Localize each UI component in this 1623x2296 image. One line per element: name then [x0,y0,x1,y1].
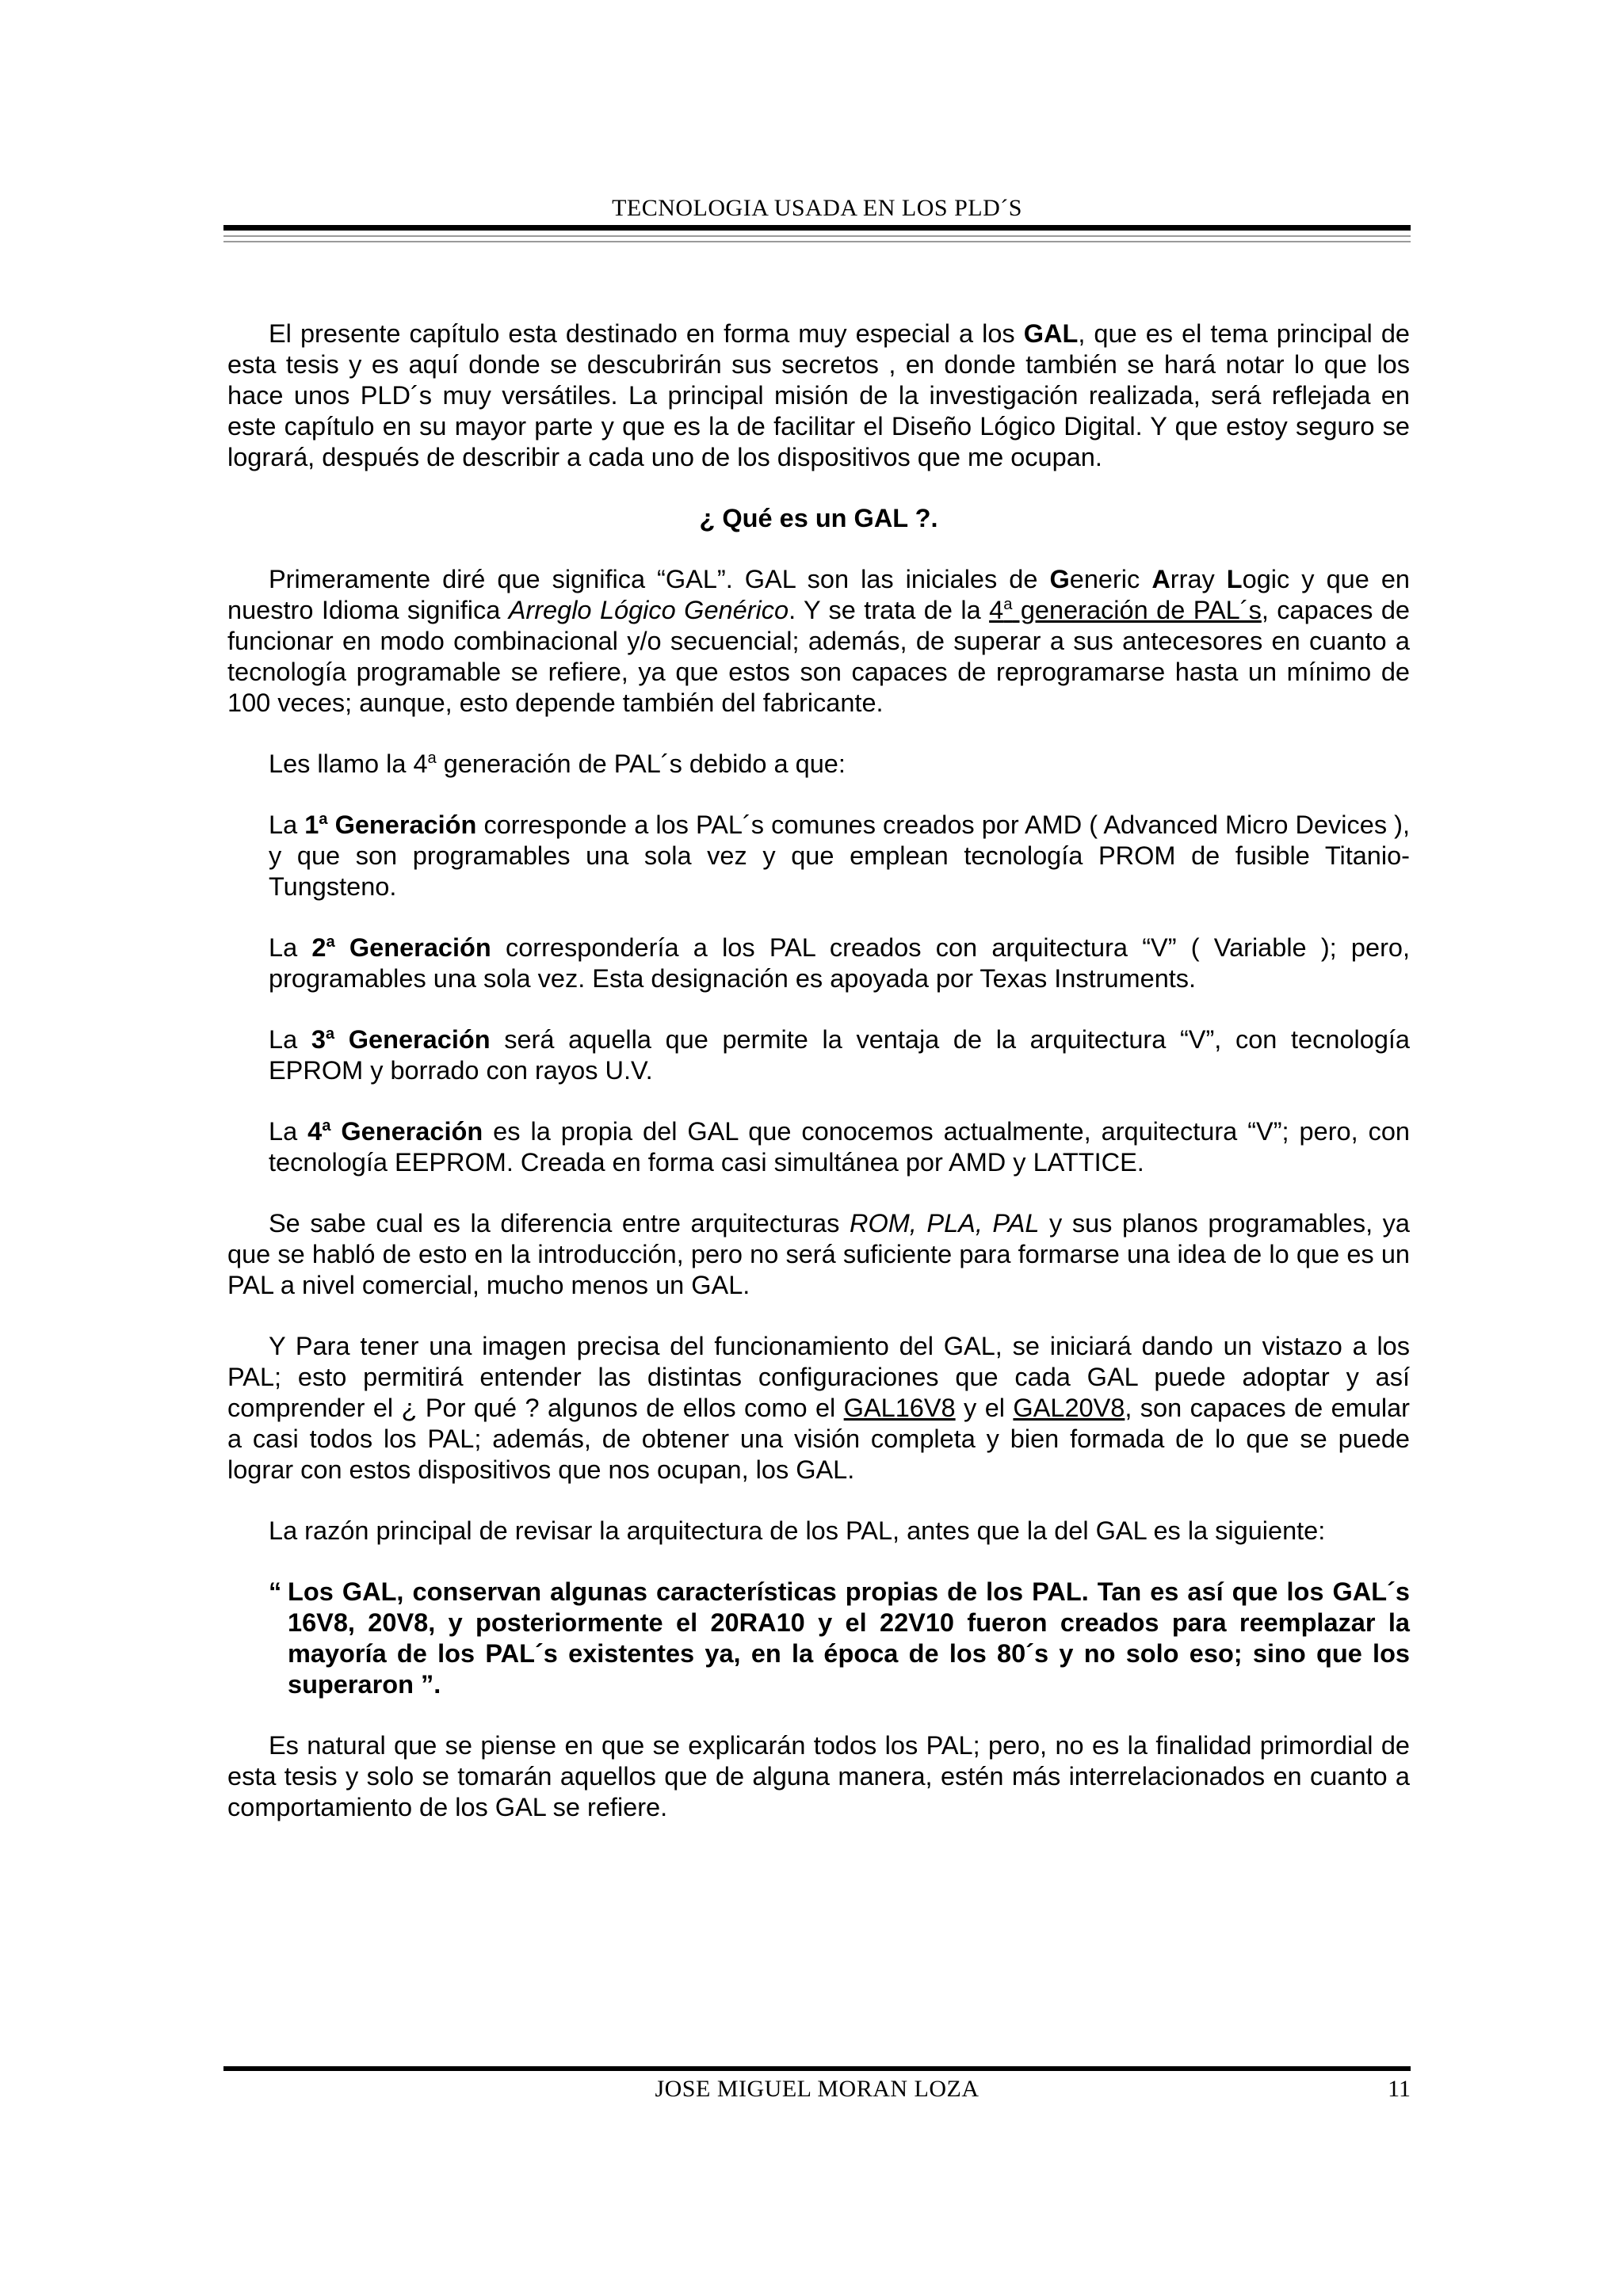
paragraph-overview: Y Para tener una imagen precisa del funcionamiento del GAL, se iniciará dando un vistazo a los PAL; esto permitirá entender las distintas configuraciones que cada GAL puede adoptar y así comprender el ¿ Por qué ? algunos de ellos como el GAL16V8 y el GAL20V8, son capaces de emular a casi todos los PAL; además, de obtener una visión completa y bien formada de lo que se puede lograr con estos dispositivos que nos ocupan, los GAL. [227,1332,1411,1484]
header-rule-thin-2 [223,241,1411,242]
header-rule-thin-1 [223,235,1411,237]
section-heading: ¿ Qué es un GAL ?. [699,504,938,532]
paragraph-generation-1: La 1$^a$ Generación corresponde a los PAL´s comunes creados por AMD ( Advanced Micro Devices ), y que son programables una sola vez y que emplean tecnología PROM de fusible Titanio-Tungsteno. [269,810,1410,901]
underlined-generation: 4$^a$ generación de PAL´s [989,596,1262,624]
paragraph-generation-4: La 4$^a$ Generación es la propia del GAL que conocemos actualmente, arquitectura “V”; pero, con tecnología EEPROM. Creada en forma casi simultánea por AMD y LATTICE. [269,1117,1410,1177]
paragraph-generation-3: La 3$^a$ Generación será aquella que permite la ventaja de la arquitectura “V”, con tecnología EPROM y borrado con rayos U.V. [269,1025,1411,1085]
footer-rule [223,2066,1411,2071]
page-number: 11 [1388,2076,1411,2102]
paragraph-architectures: Se sabe cual es la diferencia entre arquitecturas ROM, PLA, PAL y sus planos programables, ya que se habló de esto en la introducción, pero no será suficiente para formarse una idea de lo que es un PAL a nivel comercial, mucho menos un GAL. [227,1209,1411,1299]
paragraph-definition: Primeramente diré que significa “GAL”. GAL son las iniciales de Generic Array Logic y que en nuestro Idioma significa Arreglo Lógico Genérico. Y se trata de la 4$^a$ generación de PAL´s, capaces de funcionar en modo combinacional y/o secuencial; además, de superar a sus antecesores en cuanto a tecnología programable se refiere, ya que estos son capaces de reprogramarse hasta un mínimo de 100 veces; aunque, esto depende también del fabricante. [227,565,1410,717]
footer-author: JOSE MIGUEL MORAN LOZA [655,2076,980,2102]
paragraph-intro: El presente capítulo esta destinado en forma muy especial a los GAL, que es el tema principal de esta tesis y es aquí donde se descubrirán sus secretos , en donde también se hará notar lo que los hace unos PLD´s muy versátiles. La principal misión de la investigación realizada, será reflejada en este capítulo en su mayor parte y que es la de facilitar el Diseño Lógico Digital. Y que estoy seguro se logrará, después de describir a cada uno de los dispositivos que me ocupan. [227,319,1410,471]
header-rule-thick [223,225,1411,231]
paragraph-reason: La razón principal de revisar la arquitectura de los PAL, antes que la del GAL es la siguiente: [269,1516,1326,1545]
paragraph-conclusion: Es natural que se piense en que se explicarán todos los PAL; pero, no es la finalidad primordial de esta tesis y solo se tomarán aquellos que de alguna manera, estén más interrelacionados en cuanto a comportamiento de los GAL se refiere. [227,1731,1410,1821]
document-body [227,318,1410,1853]
blockquote: “ Los GAL, conservan algunas características propias de los PAL. Tan es así que los GAL´s 16V8, 20V8, y posteriormente el 20RA10 y el 22V10 fueron creados para reemplazar la mayoría de los PAL´s existentes ya, en la época de los 80´s y no solo eso; sino que los superaron ”. [269,1577,1410,1699]
page-header-title: TECNOLOGIA USADA EN LOS PLD´S [612,195,1022,221]
quote-open-mark: “ [269,1577,282,1606]
paragraph-generation-2: La 2$^a$ Generación correspondería a los PAL creados con arquitectura “V” ( Variable ); pero, programables una sola vez. Esta designación es apoyada por Texas Instruments. [269,933,1411,993]
gal16v8-ref: GAL16V8 [843,1394,956,1422]
paragraph-generation-intro: Les llamo la 4$^a$ generación de PAL´s debido a que: [269,749,846,778]
gal20v8-ref: GAL20V8 [1013,1394,1125,1422]
